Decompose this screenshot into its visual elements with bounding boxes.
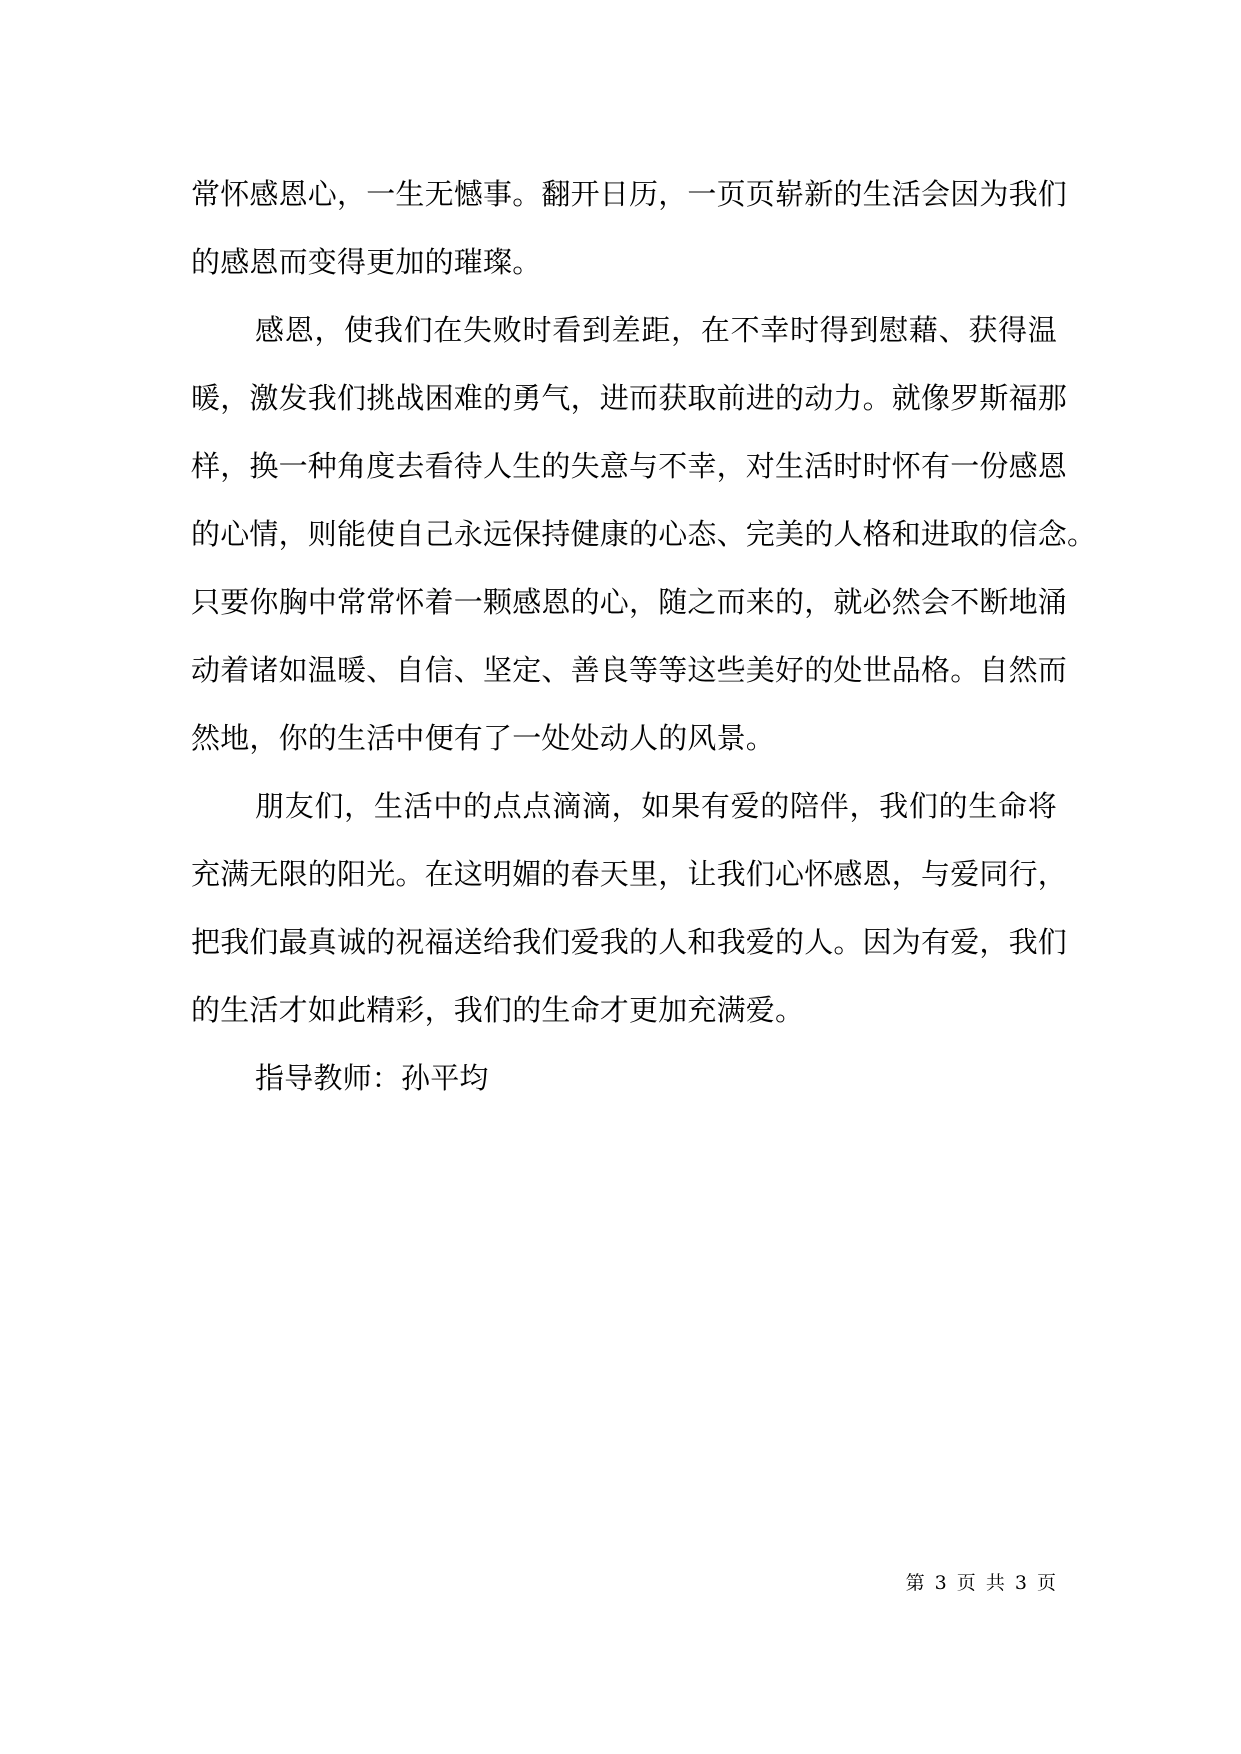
text-line: 样，换一种角度去看待人生的失意与不幸，对生活时时怀有一份感恩 [191, 449, 1068, 483]
text-line: 的感恩而变得更加的璀璨。 [191, 245, 542, 279]
text-line: 充满无限的阳光。在这明媚的春天里，让我们心怀感恩，与爱同行， [191, 857, 1068, 891]
text-line: 暖，激发我们挑战困难的勇气，进而获取前进的动力。就像罗斯福那 [191, 381, 1068, 415]
text-line: 朋友们，生活中的点点滴滴，如果有爱的陪伴，我们的生命将 [255, 789, 1057, 823]
paragraph-2 [191, 296, 1097, 772]
page-number-footer: 第 3 页 共 3 页 [905, 1572, 1058, 1594]
text-line: 感恩，使我们在失败时看到差距，在不幸时得到慰藉、获得温 [255, 313, 1057, 347]
document-body [191, 160, 1097, 1112]
text-line: 把我们最真诚的祝福送给我们爱我的人和我爱的人。因为有爱，我们 [191, 925, 1068, 959]
paragraph-1 [191, 160, 1068, 296]
text-line: 的生活才如此精彩，我们的生命才更加充满爱。 [191, 993, 805, 1027]
text-line: 动着诸如温暖、自信、坚定、善良等等这些美好的处世品格。自然而 [191, 653, 1068, 687]
advisor-signature: 指导教师：孙平均 [255, 1061, 489, 1095]
text-line: 常怀感恩心，一生无憾事。翻开日历，一页页崭新的生活会因为我们 [191, 177, 1068, 211]
text-line: 然地，你的生活中便有了一处处动人的风景。 [191, 721, 776, 755]
text-line: 的心情，则能使自己永远保持健康的心态、完美的人格和进取的信念。 [191, 517, 1097, 551]
paragraph-3 [191, 772, 1068, 1044]
text-line: 只要你胸中常常怀着一颗感恩的心，随之而来的，就必然会不断地涌 [191, 585, 1068, 619]
